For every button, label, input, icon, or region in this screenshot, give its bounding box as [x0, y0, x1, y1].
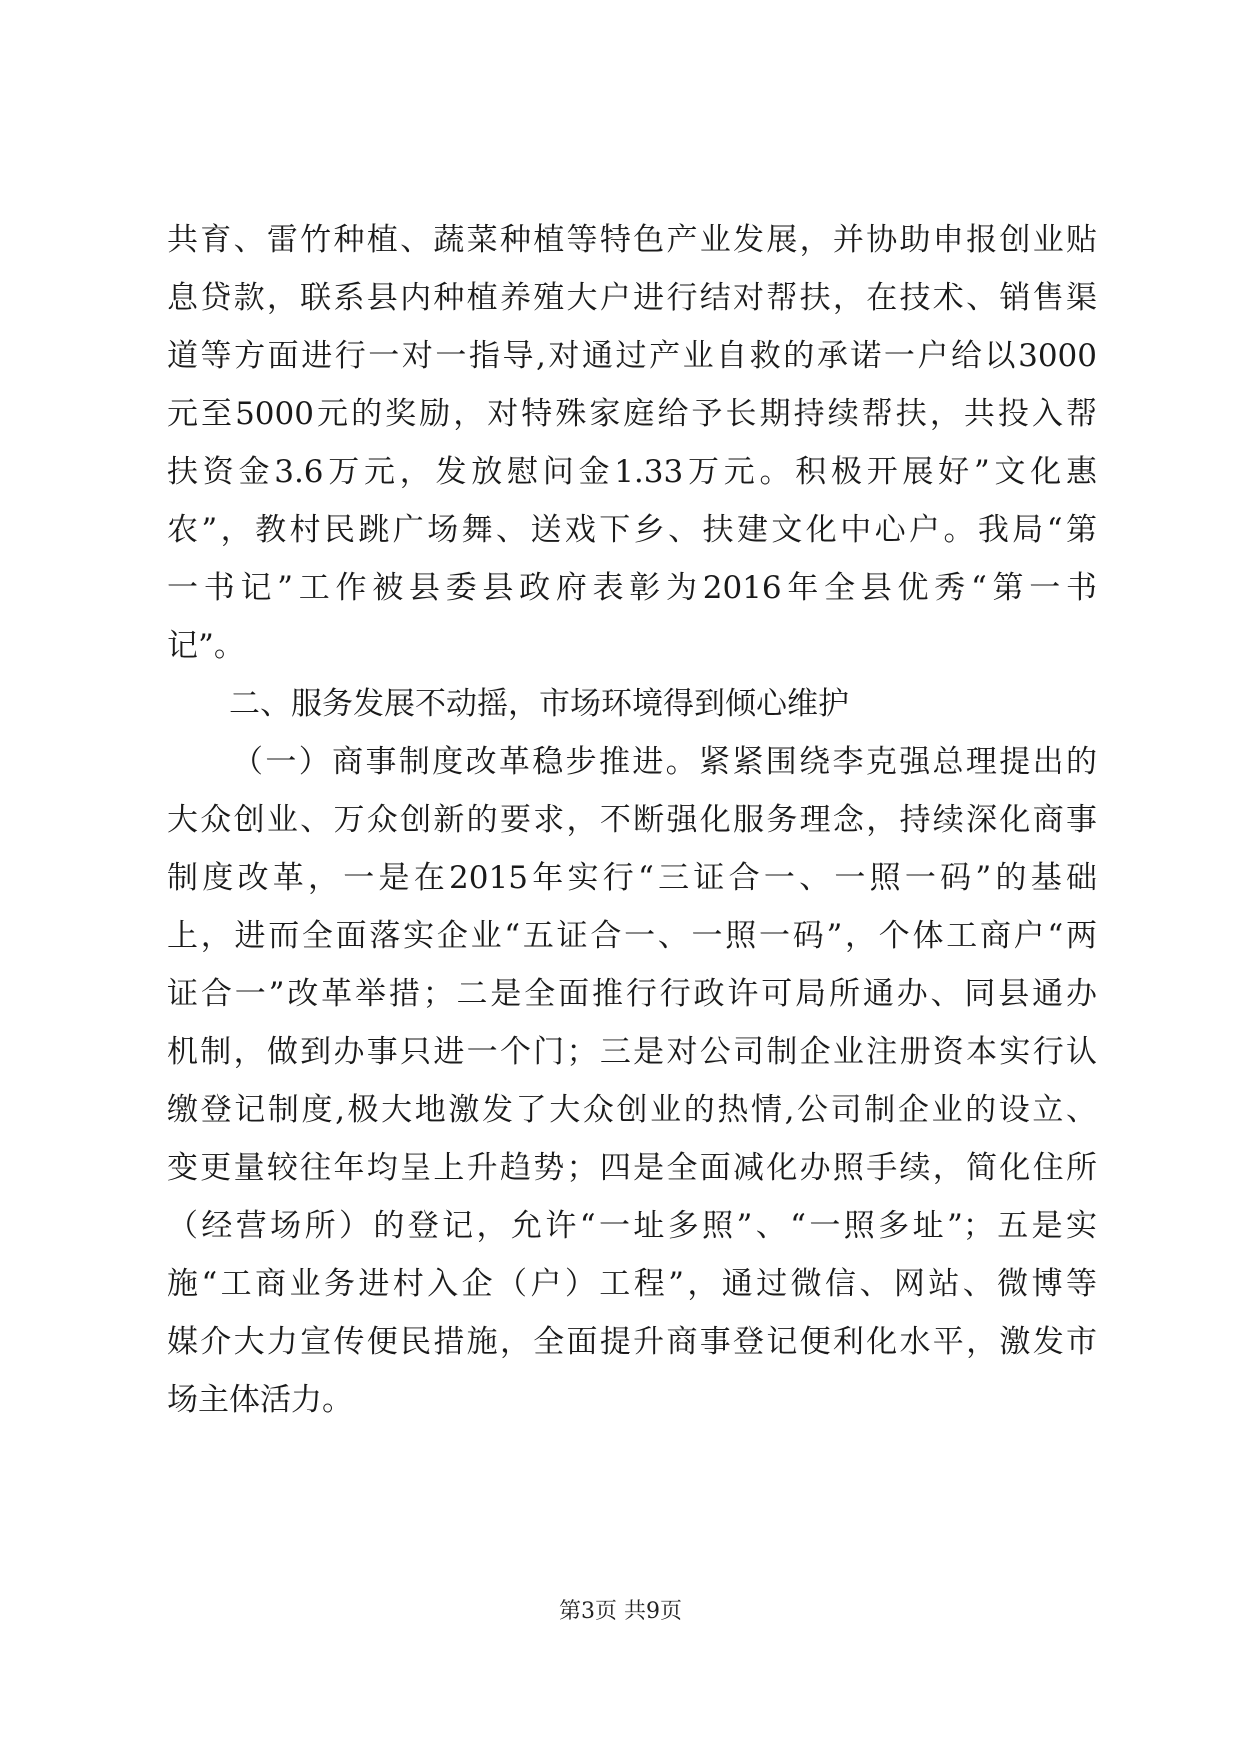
subsection-line-1: （一）商事制度改革稳步推进。紧紧围绕李克强总理提出的 — [232, 744, 1097, 780]
body-line-17: 变更量较往年均呈上升趋势；四是全面减化办照手续，简化住所 — [167, 1150, 1097, 1186]
section-heading: 二、服务发展不动摇，市场环境得到倾心维护 — [229, 686, 849, 722]
body-line-21: 场主体活力。 — [167, 1382, 353, 1418]
body-line-14: 证合一”改革举措；二是全面推行行政许可局所通办、同县通办 — [167, 976, 1097, 1012]
body-line-16: 缴登记制度,极大地激发了大众创业的热情,公司制企业的设立、 — [167, 1092, 1097, 1128]
body-line-8: 记”。 — [167, 628, 245, 664]
body-line-3: 道等方面进行一对一指导,对通过产业自救的承诺一户给以3000 — [167, 338, 1097, 374]
page-number-footer: 第3页 共9页 — [559, 1599, 682, 1624]
body-line-20: 媒介大力宣传便民措施，全面提升商事登记便利化水平，激发市 — [167, 1324, 1097, 1360]
body-line-15: 机制，做到办事只进一个门；三是对公司制企业注册资本实行认 — [167, 1034, 1097, 1070]
body-line-13: 上，进而全面落实企业“五证合一、一照一码”，个体工商户“两 — [167, 918, 1097, 954]
body-line-4: 元至5000元的奖励，对特殊家庭给予长期持续帮扶，共投入帮 — [167, 396, 1097, 432]
body-line-6: 农”，教村民跳广场舞、送戏下乡、扶建文化中心户。我局“第 — [167, 512, 1097, 548]
body-line-2: 息贷款，联系县内种植养殖大户进行结对帮扶，在技术、销售渠 — [167, 280, 1097, 316]
body-line-12: 制度改革，一是在2015年实行“三证合一、一照一码”的基础 — [167, 860, 1097, 896]
body-line-19: 施“工商业务进村入企（户）工程”，通过微信、网站、微博等 — [167, 1266, 1097, 1302]
body-line-1: 共育、雷竹种植、蔬菜种植等特色产业发展，并协助申报创业贴 — [167, 222, 1097, 258]
body-line-18: （经营场所）的登记，允许“一址多照”、“一照多址”；五是实 — [167, 1208, 1097, 1244]
body-line-5: 扶资金3.6万元，发放慰问金1.33万元。积极开展好”文化惠 — [167, 454, 1097, 490]
body-line-7: 一书记”工作被县委县政府表彰为2016年全县优秀“第一书 — [167, 570, 1097, 606]
body-line-11: 大众创业、万众创新的要求，不断强化服务理念，持续深化商事 — [167, 802, 1097, 838]
